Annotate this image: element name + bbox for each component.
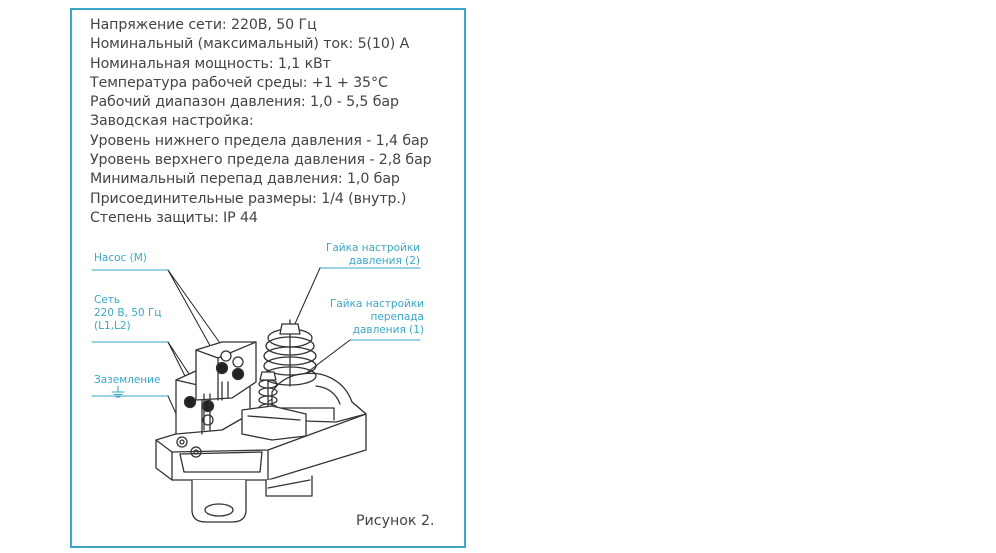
figure-caption: Рисунок 2. — [356, 513, 435, 529]
spec-lower-limit: Уровень нижнего предела давления - 1,4 бар — [90, 132, 429, 149]
spec-min-differential: Минимальный перепад давления: 1,0 бар — [90, 171, 400, 188]
label-diff-nut-line1: Гайка настройки — [329, 298, 424, 310]
spec-power: Номинальная мощность: 1,1 кВт — [90, 55, 331, 72]
spec-protection: Степень защиты: IP 44 — [90, 209, 258, 226]
pressure-switch-drawing — [72, 10, 464, 546]
label-pressure-nut-line1: Гайка настройки — [325, 242, 420, 254]
label-mains-voltage: 220 В, 50 Гц — [94, 307, 162, 319]
label-mains-lines: (L1,L2) — [94, 320, 131, 332]
spec-current: Номинальный (максимальный) ток: 5(10) А — [90, 36, 410, 53]
label-ground: Заземление — [94, 374, 161, 386]
ground-symbol-icon — [112, 386, 124, 397]
spec-pressure-range: Рабочий диапазон давления: 1,0 - 5,5 бар — [90, 94, 399, 111]
spec-upper-limit: Уровень верхнего предела давления - 2,8 бар — [90, 152, 432, 169]
spec-voltage: Напряжение сети: 220В, 50 Гц — [90, 17, 317, 33]
label-diff-nut-line3: давления (1) — [352, 324, 424, 336]
spec-connection-size: Присоединительные размеры: 1/4 (внутр.) — [90, 190, 407, 207]
label-pressure-nut-line2: давления (2) — [348, 255, 420, 267]
spec-card — [70, 8, 466, 548]
spring-bracket — [242, 406, 306, 440]
label-diff-nut-line2: перепада — [370, 311, 424, 323]
spec-temperature: Температура рабочей среды: +1 + 35°С — [90, 74, 388, 91]
spec-factory-setting: Заводская настройка: — [90, 113, 254, 130]
label-mains-title: Сеть — [94, 294, 121, 306]
label-pump: Насос (М) — [94, 252, 147, 264]
